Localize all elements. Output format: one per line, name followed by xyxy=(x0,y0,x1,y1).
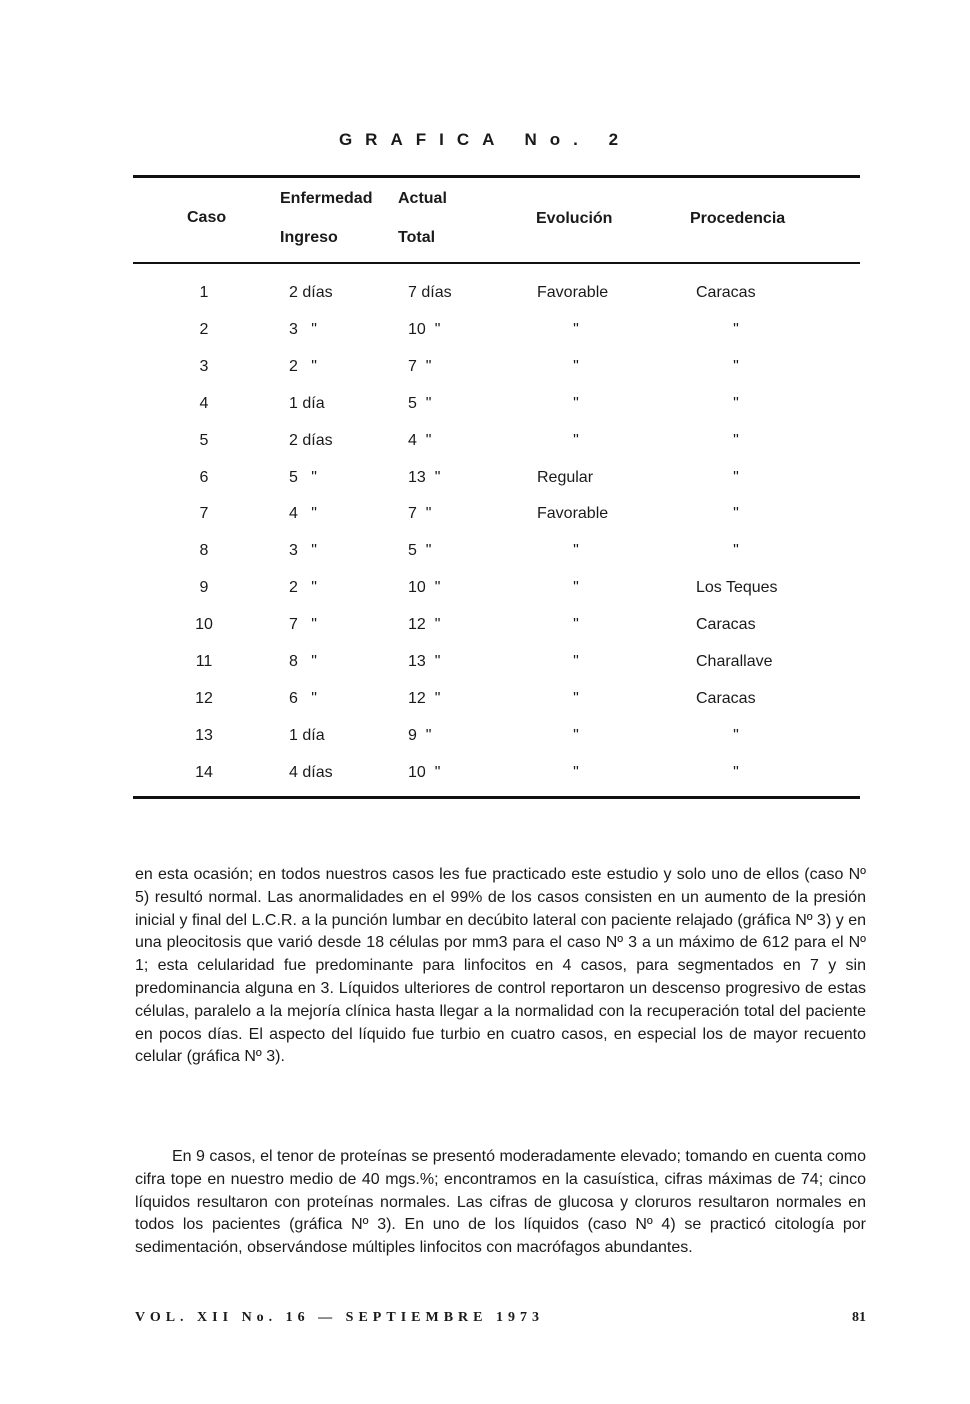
cell-ingreso: 3 " xyxy=(289,320,317,338)
cell-ingreso: 4 días xyxy=(289,763,333,781)
cell-caso: 4 xyxy=(199,394,209,412)
header-evolucion: Evolución xyxy=(536,210,613,227)
cell-caso: 7 xyxy=(199,505,209,523)
cell-ingreso: 1 día xyxy=(289,394,325,412)
page-footer xyxy=(135,1310,866,1326)
cell-caso: 13 xyxy=(195,726,213,744)
header-total: Total xyxy=(398,229,436,246)
cell-caso: 3 xyxy=(199,357,209,375)
cell-procedencia: Caracas xyxy=(696,284,756,301)
cell-ingreso: 2 días xyxy=(289,284,333,301)
cell-evolucion: " xyxy=(573,431,579,449)
cell-caso: 1 xyxy=(199,284,209,301)
cell-evolucion: Favorable xyxy=(537,284,609,301)
cell-total: 5 " xyxy=(408,394,432,412)
cell-caso: 10 xyxy=(195,616,213,634)
cell-total: 10 " xyxy=(408,763,441,781)
cell-ingreso: 4 " xyxy=(289,505,317,523)
cell-evolucion: " xyxy=(573,579,579,597)
cell-ingreso: 2 días xyxy=(289,431,333,449)
cell-total: 4 " xyxy=(408,431,432,449)
table-bottom-rule xyxy=(133,796,860,799)
cell-caso: 5 xyxy=(199,431,209,449)
table-header-rule xyxy=(133,262,860,264)
cell-evolucion: " xyxy=(573,394,579,412)
cell-caso: 14 xyxy=(195,763,213,781)
cell-evolucion: Regular xyxy=(537,468,594,486)
body-paragraph-2: En 9 casos, el tenor de proteínas se presentó moderadamente elevado; tomando en cuenta como cifra tope en nuestro medio de 40 mgs.%; encontramos en la casuística, cifras máximas de 74; cinco líquidos resultaron con proteínas normales. Las cifras de glucosa y cloruros resultaron normales en todos los pacientes (gráfica Nº 3). En uno de los líquidos (caso Nº 4) se practicó citología por sedimentación, observándose múltiples linfocitos con macrófagos abundantes. xyxy=(135,1148,866,1257)
header-enfermedad: Enfermedad xyxy=(280,190,373,207)
page-title: GRAFICA No. 2 xyxy=(338,130,632,149)
cell-caso: 2 xyxy=(199,320,209,338)
cell-total: 13 " xyxy=(408,653,441,670)
cell-evolucion: " xyxy=(573,357,579,375)
cell-total: 12 " xyxy=(408,689,441,707)
cell-ingreso: 3 " xyxy=(289,542,317,560)
cell-total: 9 " xyxy=(408,726,432,744)
body-paragraph-1: en esta ocasión; en todos nuestros casos les fue practicado este estudio y solo uno de ellos (caso Nº 5) resultó normal. Las anormalidades en el 99% de los casos consisten en un aumento de la presión inicial y final del L.C.R. a la punción lumbar en decúbito lateral con paciente relajado (gráfica Nº 3) y en una pleocitosis que varió desde 18 células por mm3 para el caso Nº 3 a un máximo de 612 para el Nº 1; esta celularidad fue predominante para linfocitos en 4 casos, para segmentados en 7 y sin predominancia alguna en 3. Líquidos ulteriores de control reportaron un descenso progresivo de estas células, paralelo a la mejoría clínica hasta llegar a la normalidad con la recuperación total del paciente en pocos días. El aspecto del líquido fue turbio en cuatro casos, en especial los de mayor recuento celular (gráfica Nº 3). xyxy=(135,866,866,1066)
journal-reference: VOL. XII No. 16 — SEPTIEMBRE 1973 xyxy=(135,1310,544,1325)
cell-evolucion: " xyxy=(573,542,579,560)
cell-evolucion: " xyxy=(573,689,579,707)
cell-ingreso: 2 " xyxy=(289,579,317,597)
cell-procedencia: " xyxy=(733,505,739,523)
cell-procedencia: " xyxy=(733,320,739,338)
cell-ingreso: 7 " xyxy=(289,616,317,634)
page-number: 81 xyxy=(852,1310,866,1325)
cell-procedencia: Charallave xyxy=(696,653,773,670)
header-ingreso: Ingreso xyxy=(280,229,338,246)
cell-procedencia: Caracas xyxy=(696,616,756,634)
cell-total: 10 " xyxy=(408,579,441,597)
header-procedencia: Procedencia xyxy=(690,210,786,227)
cell-evolucion: " xyxy=(573,616,579,634)
cell-total: 10 " xyxy=(408,320,441,338)
cell-ingreso: 8 " xyxy=(289,653,317,670)
cell-total: 13 " xyxy=(408,468,441,486)
cell-total: 7 " xyxy=(408,505,432,523)
cell-caso: 11 xyxy=(195,653,213,670)
cell-procedencia: Los Teques xyxy=(696,579,778,597)
cell-evolucion: " xyxy=(573,763,579,781)
cell-evolucion: " xyxy=(573,320,579,338)
cell-total: 7 " xyxy=(408,357,432,375)
cell-procedencia: " xyxy=(733,542,739,560)
cell-ingreso: 5 " xyxy=(289,468,317,486)
cell-procedencia: " xyxy=(733,357,739,375)
cell-total: 12 " xyxy=(408,616,441,634)
cell-procedencia: " xyxy=(733,431,739,449)
cell-total: 5 " xyxy=(408,542,432,560)
cell-ingreso: 2 " xyxy=(289,357,317,375)
cell-caso: 12 xyxy=(195,689,213,707)
cell-ingreso: 1 día xyxy=(289,726,325,744)
cell-procedencia: Caracas xyxy=(696,689,756,707)
cell-evolucion: " xyxy=(573,653,579,670)
cell-total: 7 días xyxy=(408,284,452,301)
cell-procedencia: " xyxy=(733,726,739,744)
cell-procedencia: " xyxy=(733,763,739,781)
cell-caso: 6 xyxy=(199,468,209,486)
cell-evolucion: Favorable xyxy=(537,505,609,523)
cell-caso: 8 xyxy=(199,542,209,560)
cell-procedencia: " xyxy=(733,394,739,412)
cell-procedencia: " xyxy=(733,468,739,486)
cell-ingreso: 6 " xyxy=(289,689,317,707)
table-top-rule xyxy=(133,175,860,178)
cell-caso: 9 xyxy=(199,579,209,597)
header-actual: Actual xyxy=(398,190,447,207)
cell-evolucion: " xyxy=(573,726,579,744)
header-caso: Caso xyxy=(187,209,227,226)
